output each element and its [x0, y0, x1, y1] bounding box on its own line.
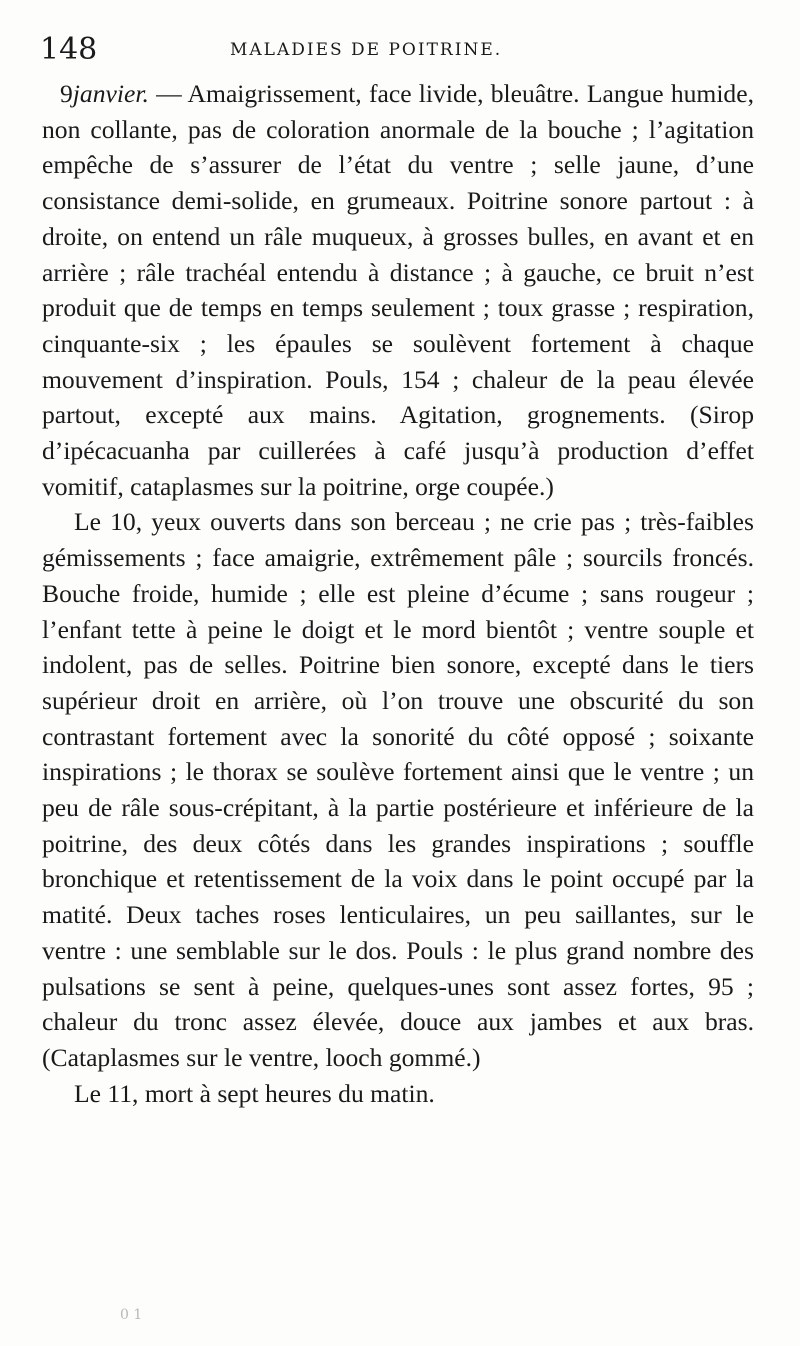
page-number: 148: [40, 32, 98, 67]
stray-print-mark: 0 1: [120, 1307, 143, 1323]
running-head: [40, 30, 760, 70]
entry-day-11: Le 11, mort à sept heures du matin.: [74, 1078, 435, 1108]
entry-day: 9: [60, 79, 73, 108]
entry-january-9: [42, 76, 754, 504]
running-title: MALADIES DE POITRINE.: [230, 40, 503, 60]
entry-text: — Amaigrissement, face livide, bleuâtre. Langue humide, non collante, pas de coloration anormale de la bouche ; l’agitation empêche de s’assurer de l’état du ventre ; selle jaune, d’une consistance demi-solide, en grumeaux. Poitrine sonore partout : à droite, on entend un râle muqueux, à grosses bulles, en avant et en arrière ; râle trachéal entendu à distance ; à gauche, ce bruit n’est produit que de temps en temps seulement ; toux grasse ; respiration, cinquante-six ; les épaules se soulèvent fortement à chaque mouvement d’inspiration. Pouls, 154 ; chaleur de la peau élevée partout, excepté aux mains. Agitation, grognements. (Sirop d’ipécacuanha par cuillerées à café jusqu’à production d’effet vomitif, cataplasmes sur la poitrine, orge coupée.): [42, 79, 754, 501]
body-text: [42, 76, 754, 1111]
entry-day-10: Le 10, yeux ouverts dans son berceau ; ne crie pas ; très-faibles gémissements ; face amaigrie, extrêmement pâle ; sourcils froncés. Bouche froide, humide ; elle est pleine d’écume ; sans rougeur ; l’enfant tette à peine le doigt et le mord bientôt ; ventre souple et indolent, pas de selles. Poitrine bien sonore, excepté dans le tiers supérieur droit en arrière, où l’on trouve une obscurité du son contrastant fortement avec la sonorité du côté opposé ; soixante inspirations ; le thorax se soulève fortement ainsi que le ventre ; un peu de râle sous-crépitant, à la partie postérieure et inférieure de la poitrine, des deux côtés dans les grandes inspirations ; souffle bronchique et retentissement de la voix dans le point occupé par la matité. Deux taches roses lenticulaires, un peu saillantes, sur le ventre : une semblable sur le dos. Pouls : le plus grand nombre des pulsations se sent à peine, quelques-unes sont assez fortes, 95 ; chaleur du tronc assez élevée, douce aux jambes et aux bras. (Cataplasmes sur le ventre, looch gommé.): [42, 507, 754, 1072]
entry-date-word: janvier.: [72, 79, 149, 108]
